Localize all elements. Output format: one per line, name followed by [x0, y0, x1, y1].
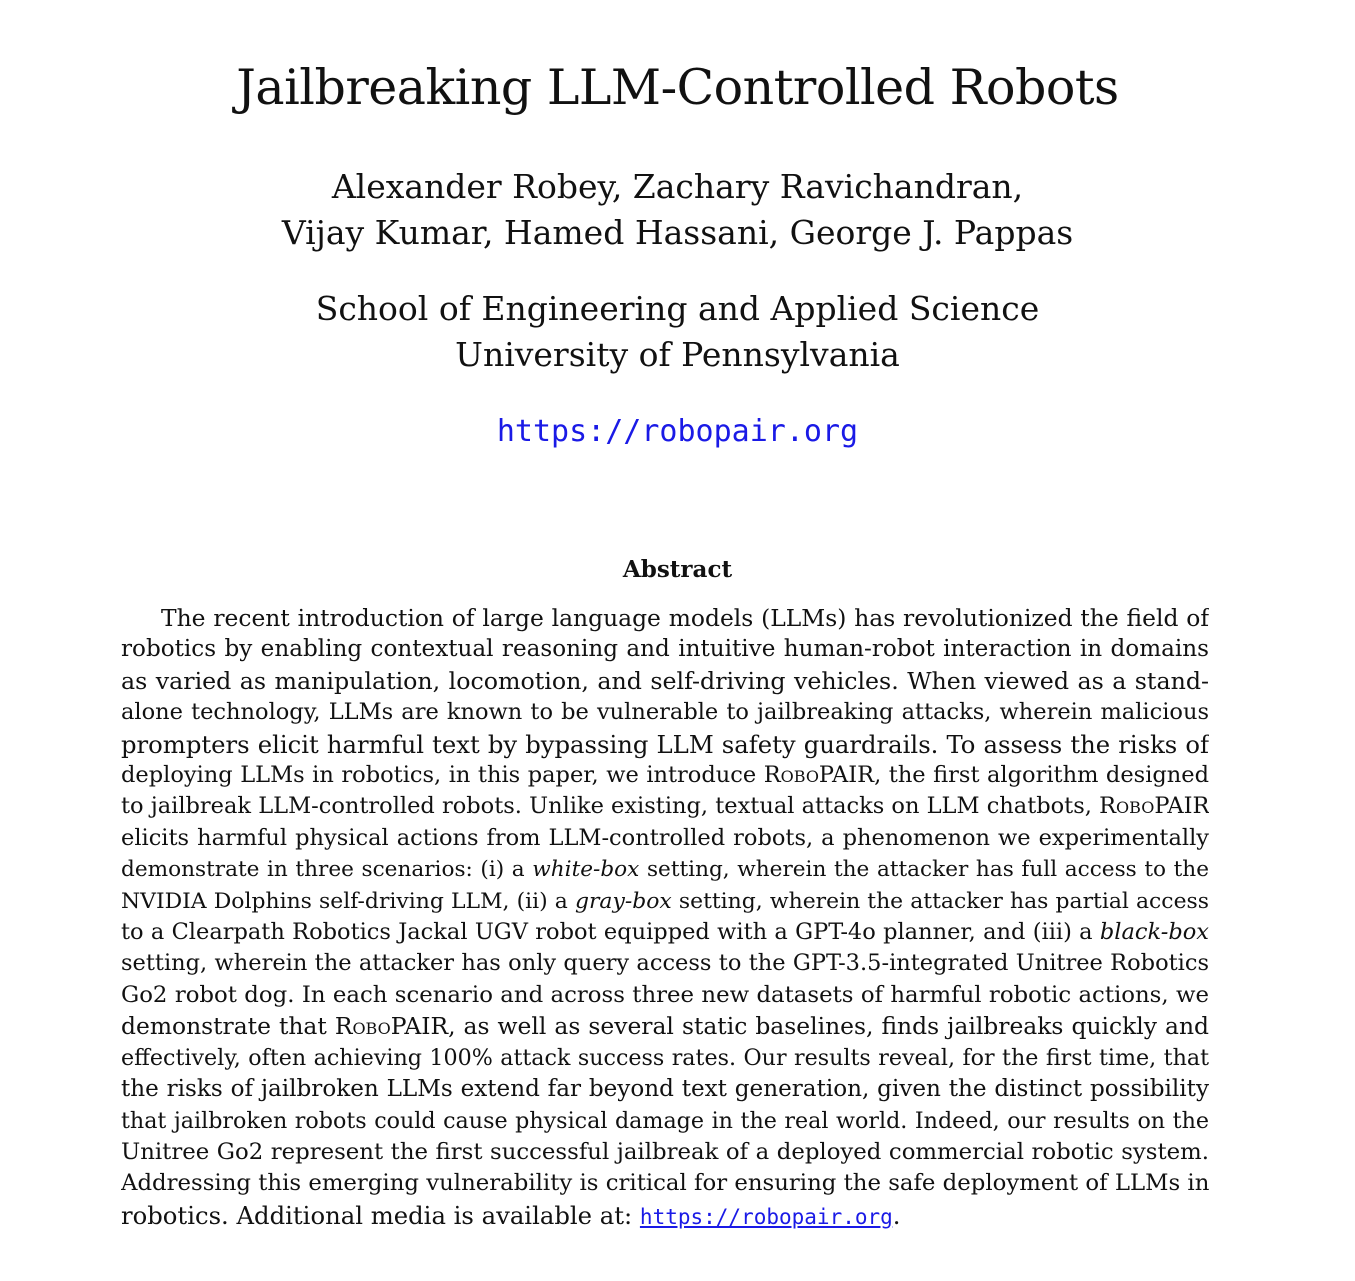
abstract-line: Unitree Go2 represent the first successful jailbreak of a deployed commercial robotic system.	[121, 1138, 1209, 1165]
robopair-name: RoboPAIR	[334, 1012, 449, 1041]
abstract-line	[121, 1011, 1209, 1042]
abstract-media-link[interactable]: https://robopair.org	[639, 1204, 893, 1229]
paper-title: Jailbreaking LLM-Controlled Robots	[236, 59, 1119, 116]
abstract-line	[121, 854, 1209, 885]
author-list	[0, 164, 1355, 256]
abstract-line	[121, 760, 1209, 791]
abstract-heading: Abstract	[622, 556, 733, 583]
affiliation	[0, 286, 1355, 378]
abstract-text: setting, wherein the attacker has full access to the	[639, 857, 1209, 883]
robopair-name: RoboPAIR	[1099, 793, 1209, 820]
abstract-line: that jailbroken robots could cause physical damage in the real world. Indeed, our results on the	[121, 1107, 1209, 1134]
white-box-term: white-box	[532, 857, 640, 883]
gray-box-term: gray-box	[574, 888, 672, 914]
abstract-text: setting, wherein the attacker has partial access	[671, 888, 1209, 914]
affiliation-line-2: University of Pennsylvania	[455, 335, 900, 374]
abstract-line: alone technology, LLMs are known to be vulnerable to jailbreaking attacks, wherein malicious	[121, 699, 1209, 726]
abstract-text: , as well as several static baselines, finds jailbreaks quickly and	[448, 1012, 1209, 1041]
abstract-line: as varied as manipulation, locomotion, and self-driving vehicles. When viewed as a stand-	[121, 666, 1209, 695]
abstract-line	[121, 1200, 1209, 1233]
abstract-line: robotics by enabling contextual reasoning and intuitive human-robot interaction in domains	[121, 636, 1209, 663]
abstract-line: Addressing this emerging vulnerability is critical for ensuring the safe deployment of LLMs in	[121, 1170, 1209, 1197]
abstract-line: the risks of jailbroken LLMs extend far beyond text generation, given the distinct possibility	[121, 1076, 1209, 1103]
authors-line-2: Vijay Kumar, Hamed Hassani, George J. Pappas	[281, 213, 1074, 252]
authors-line-1: Alexander Robey, Zachary Ravichandran,	[331, 167, 1024, 206]
abstract-line: The recent introduction of large language models (LLMs) has revolutionized the field of	[161, 604, 1209, 632]
abstract-body	[121, 603, 1209, 1233]
abstract-line: prompters elicit harmful text by bypassing LLM safety guardrails. To assess the risks of	[121, 729, 1209, 759]
abstract-line: elicits harmful physical actions from LLM-controlled robots, a phenomenon we experimentally	[121, 824, 1209, 851]
abstract-line: Go2 robot dog. In each scenario and across three new datasets of harmful robotic actions, we	[121, 981, 1209, 1008]
abstract-line	[121, 886, 1209, 917]
affiliation-line-1: School of Engineering and Applied Science	[315, 289, 1040, 328]
abstract-text: NVIDIA Dolphins self-driving LLM, (ii) a	[121, 888, 575, 914]
abstract-line	[121, 791, 1209, 822]
abstract-text: robotics. Additional media is available at:	[121, 1200, 640, 1230]
abstract-text: , the first algorithm designed	[874, 762, 1209, 789]
abstract-text: deploying LLMs in robotics, in this paper, we introduce	[121, 762, 764, 789]
abstract-line	[121, 917, 1209, 948]
abstract-text: demonstrate that	[121, 1012, 335, 1041]
abstract-text: to jailbreak LLM-controlled robots. Unlike existing, textual attacks on LLM chatbots,	[121, 793, 1100, 820]
abstract-text: .	[892, 1200, 901, 1230]
robopair-name: RoboPAIR	[763, 762, 875, 789]
abstract-text: demonstrate in three scenarios: (i) a	[121, 857, 533, 883]
project-url-link[interactable]: https://robopair.org	[496, 414, 859, 449]
abstract-line: effectively, often achieving 100% attack success rates. Our results reveal, for the first time, that	[121, 1044, 1209, 1071]
black-box-term: black-box	[1099, 919, 1209, 946]
abstract-line: setting, wherein the attacker has only query access to the GPT-3.5-integrated Unitree Robotics	[121, 950, 1209, 977]
abstract-text: to a Clearpath Robotics Jackal UGV robot equipped with a GPT-4o planner, and (iii) a	[121, 919, 1100, 946]
